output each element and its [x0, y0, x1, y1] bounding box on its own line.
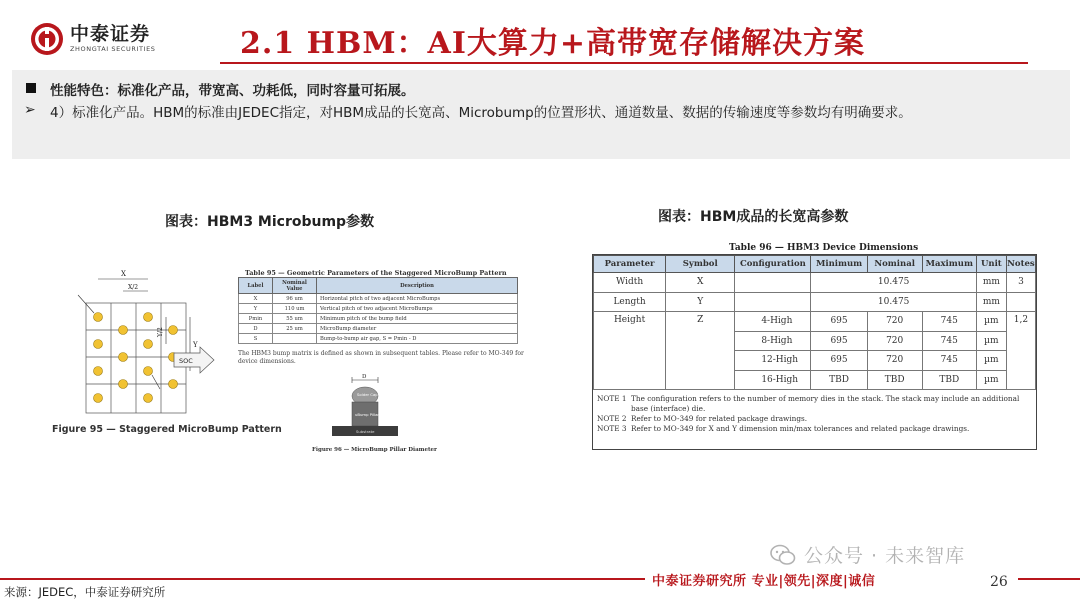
- table-cell: Y: [239, 304, 273, 314]
- logo-english-name: ZHONGTAI SECURITIES: [70, 45, 156, 54]
- table-96-header: Parameter: [594, 256, 666, 273]
- footer-divider-right: [1018, 578, 1080, 580]
- table-96-header: Maximum: [922, 256, 976, 273]
- table-cell: S: [239, 334, 273, 344]
- title-divider: [220, 62, 1028, 64]
- table-row: [239, 294, 518, 304]
- table-note: [597, 424, 1036, 434]
- arrow-bullet-icon: ➢: [24, 102, 36, 118]
- footer-divider-left: [0, 578, 645, 580]
- note-text: Refer to MO-349 for X and Y dimension min/max tolerances and related package drawings.: [631, 424, 970, 433]
- table-cell: 695: [811, 331, 867, 351]
- summary-point-2: [20, 102, 1060, 125]
- table-cell: Width: [594, 273, 666, 293]
- table-cell: 1,2: [1006, 312, 1035, 390]
- table-cell: Minimum pitch of the bump field: [317, 314, 518, 324]
- note-text: The configuration refers to the number of memory dies in the stack. The stack may include an additional base (interface) die.: [631, 394, 1020, 413]
- page-number: 26: [990, 574, 1008, 590]
- table-96-container: [592, 254, 1037, 450]
- table-cell: µm: [976, 312, 1006, 332]
- figure-left-title: 图表：HBM3 Microbump参数: [165, 214, 375, 230]
- table-cell: Y: [666, 292, 735, 312]
- table-96-notes: [593, 390, 1036, 434]
- note-key: NOTE 1: [597, 394, 627, 403]
- table-cell: 55 um: [273, 314, 317, 324]
- table-row-length: [594, 292, 1036, 312]
- table-cell: 8-High: [735, 331, 811, 351]
- table-cell: Pmin: [239, 314, 273, 324]
- footer-organization: 中泰证券研究所 专业|领先|深度|诚信: [652, 574, 876, 589]
- table-cell: µm: [976, 370, 1006, 390]
- table-95-note: The HBM3 bump matrix is defined as shown in subsequent tables. Please refer to MO-349 for device dimensions.: [238, 350, 524, 365]
- zhongtai-logo-icon: [30, 22, 64, 56]
- table-cell: Length: [594, 292, 666, 312]
- figure-95-caption: Figure 95 — Staggered MicroBump Pattern: [52, 424, 282, 435]
- source-note: 来源：JEDEC，中泰证券研究所: [4, 585, 166, 599]
- note-key: NOTE 2: [597, 414, 627, 423]
- substrate-label: Substrate: [356, 429, 375, 434]
- table-96-header: Unit: [976, 256, 1006, 273]
- table-cell: µm: [976, 351, 1006, 371]
- table-96-header: Symbol: [666, 256, 735, 273]
- table-cell: 10.475: [811, 273, 976, 293]
- note-key: NOTE 3: [597, 424, 627, 433]
- table-cell: 745: [922, 312, 976, 332]
- table-note: [597, 414, 1036, 424]
- table-row: [239, 304, 518, 314]
- note-text: Refer to MO-349 for related package drawings.: [631, 414, 808, 423]
- table-cell: mm: [976, 292, 1006, 312]
- table-95-header: Label: [239, 278, 273, 294]
- table-96-header: Notes: [1006, 256, 1035, 273]
- summary-point-2-text: 4）标准化产品。HBM的标准由JEDEC指定，对HBM成品的长宽高、Microbump的位置形状、通道数量、数据的传输速度等参数均有明确要求。: [50, 105, 912, 121]
- table-cell: 745: [922, 351, 976, 371]
- table-cell: 16-High: [735, 370, 811, 390]
- wechat-icon: [770, 544, 796, 566]
- table-cell: Height: [594, 312, 666, 390]
- table-cell: 3: [1006, 273, 1035, 293]
- summary-point-1-text: 性能特色：标准化产品，带宽高、功耗低，同时容量可拓展。: [50, 83, 415, 99]
- table-cell: [273, 334, 317, 344]
- table-cell: 720: [867, 331, 922, 351]
- table-96-header: Configuration: [735, 256, 811, 273]
- dim-y-label: Y: [193, 341, 198, 349]
- dim-y-half-label: Y/2: [157, 327, 164, 337]
- table-cell: 96 um: [273, 294, 317, 304]
- pillar-label: uBump Pillar: [355, 412, 379, 417]
- table-cell: X: [239, 294, 273, 304]
- watermark: [770, 541, 965, 568]
- square-bullet-icon: [26, 83, 36, 93]
- table-cell: 720: [867, 351, 922, 371]
- table-95-header: Nominal Value: [273, 278, 317, 294]
- figure-right-title: 图表：HBM成品的长宽高参数: [658, 209, 849, 225]
- table-note: [597, 394, 1036, 414]
- table-cell: 720: [867, 312, 922, 332]
- table-cell: [735, 292, 811, 312]
- table-cell: [735, 273, 811, 293]
- table-cell: 695: [811, 351, 867, 371]
- table-cell: TBD: [922, 370, 976, 390]
- table-cell: Horizontal pitch of two adjacent MicroBumps: [317, 294, 518, 304]
- table-cell: [1006, 292, 1035, 312]
- pillar-d-label: D: [362, 374, 367, 380]
- table-95-header: Description: [317, 278, 518, 294]
- table-96-header: Minimum: [811, 256, 867, 273]
- table-cell: Bump-to-bump air gap, S = Pmin - D: [317, 334, 518, 344]
- table-96-header: Nominal: [867, 256, 922, 273]
- table-cell: 695: [811, 312, 867, 332]
- table-96-title: Table 96 — HBM3 Device Dimensions: [729, 243, 919, 253]
- table-cell: µm: [976, 331, 1006, 351]
- table-cell: 745: [922, 331, 976, 351]
- table-cell: TBD: [811, 370, 867, 390]
- dim-x-label: X: [121, 270, 126, 278]
- watermark-text: 公众号 · 未来智库: [804, 545, 966, 567]
- table-cell: 10.475: [811, 292, 976, 312]
- table-cell: TBD: [867, 370, 922, 390]
- table-cell: 12-High: [735, 351, 811, 371]
- solder-cap-label: Solder Cap: [357, 392, 378, 397]
- table-row: [239, 324, 518, 334]
- table-96: [593, 255, 1036, 390]
- staggered-microbump-diagram: [48, 265, 218, 425]
- table-row-width: [594, 273, 1036, 293]
- dim-x-half-label: X/2: [128, 284, 139, 291]
- table-cell: D: [239, 324, 273, 334]
- table-cell: Vertical pitch of two adjacent MicroBumps: [317, 304, 518, 314]
- summary-point-1: [20, 79, 415, 99]
- company-logo: [30, 22, 156, 56]
- table-row: [239, 334, 518, 344]
- table-cell: 4-High: [735, 312, 811, 332]
- table-row-height: [594, 312, 1036, 332]
- slide-title: 2.1 HBM：AI大算力+高带宽存储解决方案: [240, 26, 865, 61]
- table-cell: mm: [976, 273, 1006, 293]
- summary-box: [12, 70, 1070, 159]
- table-row: [239, 314, 518, 324]
- table-cell: Z: [666, 312, 735, 390]
- microbump-pillar-diagram: [330, 374, 400, 442]
- table-cell: 110 um: [273, 304, 317, 314]
- table-95: [238, 277, 518, 344]
- logo-chinese-name: 中泰证券: [70, 23, 151, 46]
- table-cell: 25 um: [273, 324, 317, 334]
- table-cell: X: [666, 273, 735, 293]
- table-cell: MicroBump diameter: [317, 324, 518, 334]
- soc-label: SOC: [179, 357, 193, 365]
- table-95-title: Table 95 — Geometric Parameters of the Staggered MicroBump Pattern: [245, 269, 507, 277]
- figure-96-caption: Figure 96 — MicroBump Pillar Diameter: [312, 447, 437, 453]
